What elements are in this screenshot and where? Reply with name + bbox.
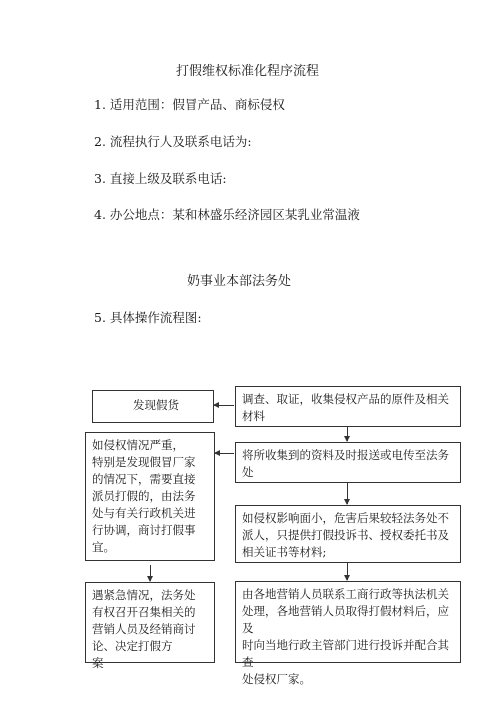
flow-step1-box <box>235 386 461 427</box>
doc-title: 打假维权标准化程序流程 <box>176 64 320 79</box>
flow-serious-box <box>85 432 215 561</box>
flow-arrow-start <box>214 405 234 406</box>
flow-step4-text: 由各地营销人员联系工商行政等执法机关 处理，各地营销人员取得打假材料后，应及 时向当地行政主管部门进行投诉并配合其查 处侵权厂家。 <box>242 587 449 686</box>
flow-start-text: 发现假货 <box>133 398 179 412</box>
flow-step2-box <box>235 442 461 483</box>
flow-arrow-2 <box>347 483 348 504</box>
scope-item: 1. 适用范围：假冒产品、商标侵权 <box>94 97 285 112</box>
flow-arrow-1 <box>347 427 348 441</box>
flow-arrow-3 <box>347 563 348 580</box>
flow-step1-text: 调查、取证，收集侵权产品的原件及相关 材料 <box>242 392 449 423</box>
procedure-item: 5. 具体操作流程图: <box>94 310 202 325</box>
flow-arrow-serious <box>215 453 234 454</box>
flow-start-box <box>92 390 214 423</box>
supervisor-item: 3. 直接上级及联系电话: <box>94 171 227 186</box>
flow-serious-text: 如侵权情况严重， 特别是发现假冒厂家 的情况下，需要直接 派员打假的，由法务 处与有关行政机关进 行协调，商讨打假事 宜。 <box>92 438 196 554</box>
flow-step3-text: 如侵权影响面小，危害后果较轻法务处不 派人，只提供打假投诉书、授权委托书及 相关证书等材料; <box>242 511 449 559</box>
executor-item: 2. 流程执行人及联系电话为: <box>94 134 252 149</box>
office-item: 4. 办公地点：某和林盛乐经济园区某乳业常温液 <box>94 207 360 222</box>
department-name: 奶事业本部法务处 <box>187 274 292 289</box>
flow-urgent-box <box>85 582 215 670</box>
flow-step2-text: 将所收集到的资料及时报送或电传至法务 处 <box>242 448 449 479</box>
flow-arrow-4 <box>150 565 151 581</box>
flow-step4-box <box>235 581 461 686</box>
flow-urgent-text: 遇紧急情况，法务处 有权召开召集相关的 营销人员及经销商讨 论、决定打假方 案 <box>92 588 196 670</box>
flow-step3-box <box>235 505 461 563</box>
